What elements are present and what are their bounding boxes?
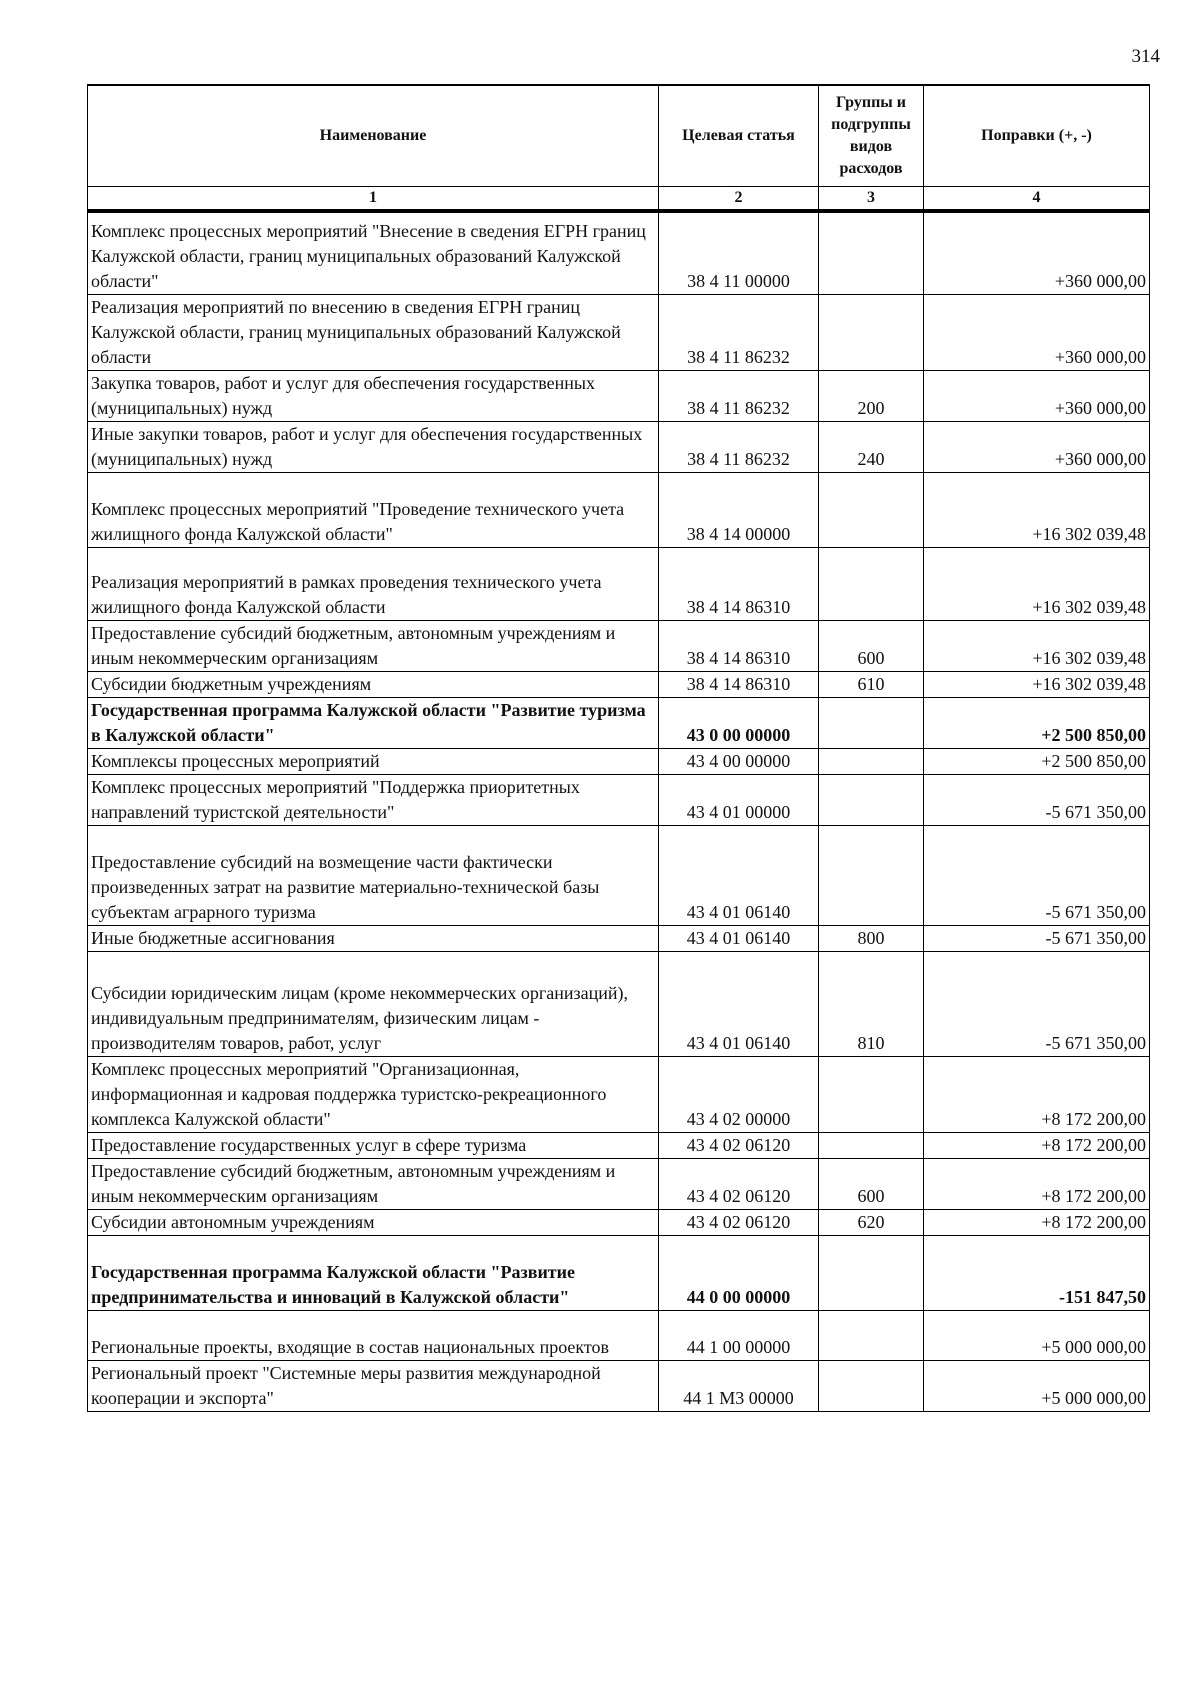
row-expense-group: 810 [819, 951, 924, 1056]
row-target-article: 43 4 02 00000 [659, 1056, 819, 1132]
table-row [88, 774, 1150, 825]
row-amendment-amount: +8 172 200,00 [924, 1209, 1150, 1235]
row-name: Комплекс процессных мероприятий "Проведение технического учета жилищного фонда Калужской области" [88, 472, 659, 547]
row-name: Иные закупки товаров, работ и услуг для обеспечения государственных (муниципальных) нужд [88, 421, 659, 472]
row-name: Комплекс процессных мероприятий "Поддержка приоритетных направлений туристской деятельности" [88, 774, 659, 825]
table-row [88, 748, 1150, 774]
row-name: Реализация мероприятий по внесению в сведения ЕГРН границ Калужской области, границ муниципальных образований Калужской области [88, 294, 659, 370]
row-amendment-amount: +8 172 200,00 [924, 1158, 1150, 1209]
row-name: Закупка товаров, работ и услуг для обеспечения государственных (муниципальных) нужд [88, 370, 659, 421]
header-expense-groups: Группы и подгруппы видов расходов [819, 85, 924, 187]
row-expense-group [819, 825, 924, 925]
row-expense-group: 600 [819, 1158, 924, 1209]
row-amendment-amount: +5 000 000,00 [924, 1360, 1150, 1411]
table-row [88, 370, 1150, 421]
row-name: Предоставление субсидий бюджетным, автономным учреждениям и иным некоммерческим организациям [88, 1158, 659, 1209]
table-row [88, 1310, 1150, 1360]
row-amendment-amount: +2 500 850,00 [924, 697, 1150, 748]
row-expense-group [819, 697, 924, 748]
row-amendment-amount: -5 671 350,00 [924, 774, 1150, 825]
row-target-article: 44 0 00 00000 [659, 1235, 819, 1310]
row-target-article: 38 4 14 86310 [659, 671, 819, 697]
row-target-article: 44 1 00 00000 [659, 1310, 819, 1360]
row-target-article: 44 1 М3 00000 [659, 1360, 819, 1411]
row-target-article: 43 4 01 06140 [659, 825, 819, 925]
budget-amendments-table [87, 84, 1150, 1412]
column-number: 3 [819, 187, 924, 212]
row-amendment-amount: +360 000,00 [924, 370, 1150, 421]
row-expense-group: 620 [819, 1209, 924, 1235]
row-expense-group [819, 211, 924, 294]
row-amendment-amount: +8 172 200,00 [924, 1056, 1150, 1132]
row-name: Региональный проект "Системные меры развития международной кооперации и экспорта" [88, 1360, 659, 1411]
row-name: Предоставление субсидий на возмещение части фактически произведенных затрат на развитие материально-технической базы субъектам аграрного туризма [88, 825, 659, 925]
row-expense-group [819, 472, 924, 547]
row-expense-group [819, 774, 924, 825]
row-target-article: 38 4 11 86232 [659, 294, 819, 370]
row-amendment-amount: +360 000,00 [924, 294, 1150, 370]
table-row [88, 421, 1150, 472]
row-target-article: 38 4 11 86232 [659, 421, 819, 472]
row-amendment-amount: +5 000 000,00 [924, 1310, 1150, 1360]
row-expense-group: 610 [819, 671, 924, 697]
row-target-article: 38 4 14 00000 [659, 472, 819, 547]
row-amendment-amount: -5 671 350,00 [924, 925, 1150, 951]
row-target-article: 43 4 01 06140 [659, 925, 819, 951]
table-row [88, 211, 1150, 294]
row-target-article: 43 4 02 06120 [659, 1209, 819, 1235]
row-name: Реализация мероприятий в рамках проведения технического учета жилищного фонда Калужской области [88, 547, 659, 620]
row-target-article: 43 4 00 00000 [659, 748, 819, 774]
row-target-article: 38 4 14 86310 [659, 620, 819, 671]
row-expense-group [819, 1132, 924, 1158]
row-name: Государственная программа Калужской области "Развитие туризма в Калужской области" [88, 697, 659, 748]
header-amendments: Поправки (+, -) [924, 85, 1150, 187]
row-name: Предоставление субсидий бюджетным, автономным учреждениям и иным некоммерческим организациям [88, 620, 659, 671]
table-body [88, 211, 1150, 1411]
table-row [88, 697, 1150, 748]
table-row [88, 294, 1150, 370]
row-name: Комплекс процессных мероприятий "Внесение в сведения ЕГРН границ Калужской области, границ муниципальных образований Калужской области" [88, 211, 659, 294]
table-row [88, 1132, 1150, 1158]
row-expense-group: 240 [819, 421, 924, 472]
table-row [88, 951, 1150, 1056]
row-target-article: 38 4 14 86310 [659, 547, 819, 620]
row-amendment-amount: -151 847,50 [924, 1235, 1150, 1310]
row-amendment-amount: -5 671 350,00 [924, 825, 1150, 925]
table-row [88, 547, 1150, 620]
header-name: Наименование [88, 85, 659, 187]
table-row [88, 1235, 1150, 1310]
table-row [88, 1360, 1150, 1411]
row-amendment-amount: +360 000,00 [924, 421, 1150, 472]
row-expense-group: 600 [819, 620, 924, 671]
row-target-article: 38 4 11 86232 [659, 370, 819, 421]
column-number: 4 [924, 187, 1150, 212]
page-number: 314 [1131, 46, 1160, 67]
column-number: 1 [88, 187, 659, 212]
table-row [88, 671, 1150, 697]
table-row [88, 472, 1150, 547]
row-target-article: 43 0 00 00000 [659, 697, 819, 748]
table-row [88, 1158, 1150, 1209]
row-name: Субсидии юридическим лицам (кроме некоммерческих организаций), индивидуальным предпринимателям, физическим лицам - производителям товаров, работ, услуг [88, 951, 659, 1056]
row-target-article: 43 4 02 06120 [659, 1158, 819, 1209]
row-name: Субсидии автономным учреждениям [88, 1209, 659, 1235]
row-amendment-amount: +16 302 039,48 [924, 620, 1150, 671]
row-name: Предоставление государственных услуг в сфере туризма [88, 1132, 659, 1158]
row-target-article: 43 4 01 00000 [659, 774, 819, 825]
row-expense-group: 800 [819, 925, 924, 951]
row-amendment-amount: +360 000,00 [924, 211, 1150, 294]
row-target-article: 43 4 01 06140 [659, 951, 819, 1056]
row-name: Комплексы процессных мероприятий [88, 748, 659, 774]
row-amendment-amount: +16 302 039,48 [924, 671, 1150, 697]
row-name: Иные бюджетные ассигнования [88, 925, 659, 951]
row-amendment-amount: +8 172 200,00 [924, 1132, 1150, 1158]
row-expense-group [819, 1056, 924, 1132]
row-expense-group [819, 1360, 924, 1411]
row-name: Государственная программа Калужской области "Развитие предпринимательства и инноваций в Калужской области" [88, 1235, 659, 1310]
row-name: Субсидии бюджетным учреждениям [88, 671, 659, 697]
header-target-article: Целевая статья [659, 85, 819, 187]
table-row [88, 1209, 1150, 1235]
table-row [88, 1056, 1150, 1132]
column-number: 2 [659, 187, 819, 212]
row-amendment-amount: +2 500 850,00 [924, 748, 1150, 774]
table-row [88, 925, 1150, 951]
row-expense-group [819, 748, 924, 774]
row-amendment-amount: -5 671 350,00 [924, 951, 1150, 1056]
row-name: Региональные проекты, входящие в состав национальных проектов [88, 1310, 659, 1360]
table-row [88, 620, 1150, 671]
row-expense-group [819, 294, 924, 370]
row-expense-group [819, 547, 924, 620]
table-row [88, 825, 1150, 925]
row-expense-group: 200 [819, 370, 924, 421]
row-amendment-amount: +16 302 039,48 [924, 547, 1150, 620]
row-expense-group [819, 1310, 924, 1360]
row-name: Комплекс процессных мероприятий "Организационная, информационная и кадровая поддержка туристско-рекреационного комплекса Калужской области" [88, 1056, 659, 1132]
row-expense-group [819, 1235, 924, 1310]
row-target-article: 38 4 11 00000 [659, 211, 819, 294]
row-target-article: 43 4 02 06120 [659, 1132, 819, 1158]
row-amendment-amount: +16 302 039,48 [924, 472, 1150, 547]
